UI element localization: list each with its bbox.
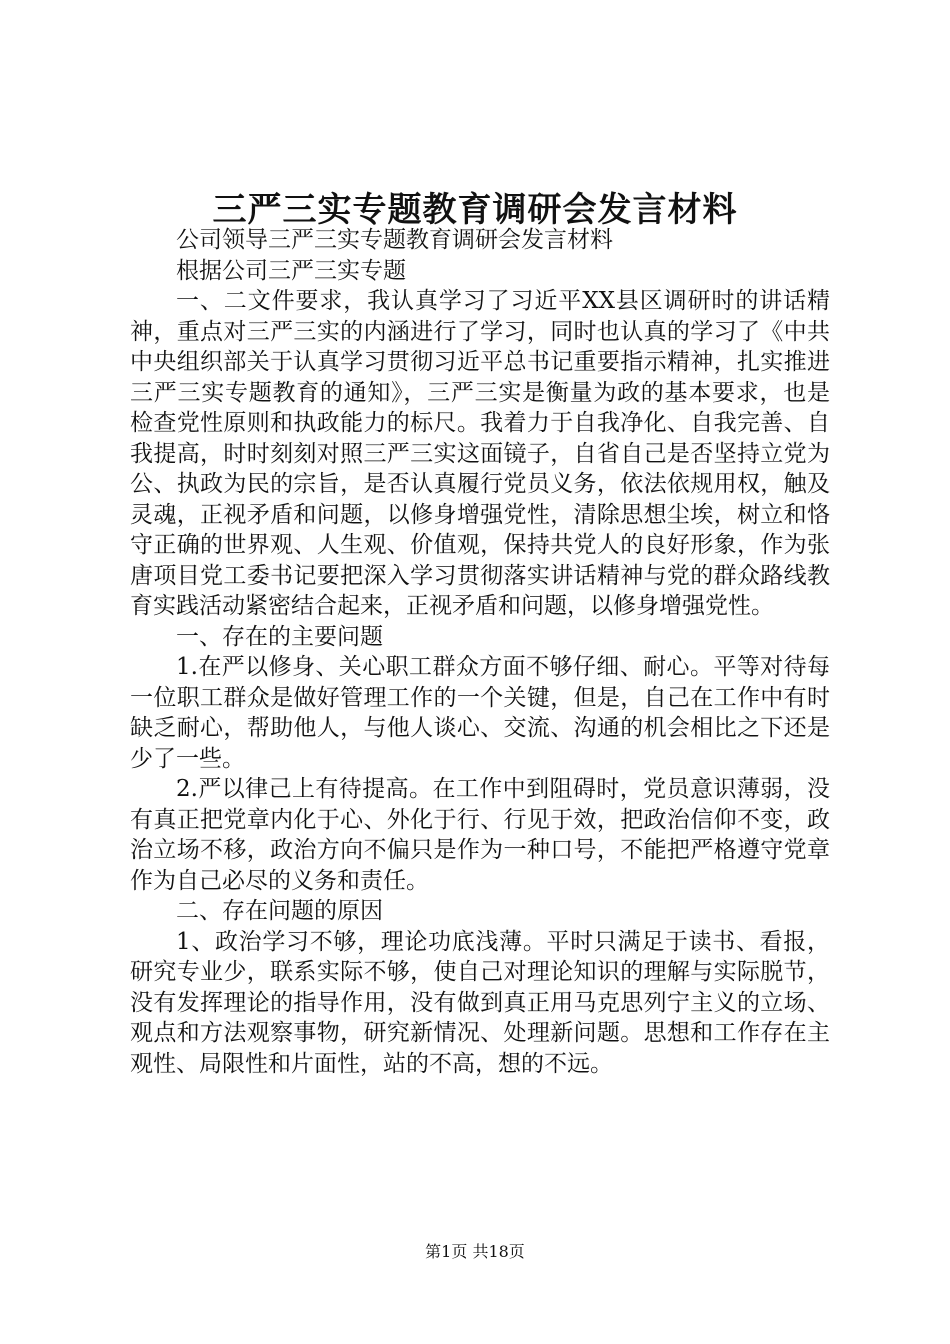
section-heading-causes: 二、存在问题的原因 (176, 898, 383, 924)
paragraph-problem-2: 2.严以律己上有待提高。在工作中到阻碍时，党员意识薄弱，没有真正把党章内化于心、外化于行、行见于效，把政治信仰不变，政治立场不移，政治方向不偏只是作为一种口号，不能把严格遵守党章作为自己必尽的义务和责任。 (130, 776, 830, 894)
paragraph-intro: 一、二文件要求，我认真学习了习近平XX县区调研时的讲话精神，重点对三严三实的内涵进行了学习，同时也认真的学习了《中共中央组织部关于认真学习贯彻习近平总书记重要指示精神，扎实推进三严三实专题教育的通知》，三严三实是衡量为政的基本要求，也是检查党性原则和执政能力的标尺。我着力于自我净化、自我完善、自我提高，时时刻刻对照三严三实这面镜子，自省自己是否坚持立党为公、执政为民的宗旨，是否认真履行党员义务，依法依规用权，触及灵魂，正视矛盾和问题，以修身增强党性，清除思想尘埃，树立和恪守正确的世界观、人生观、价值观，保持共党人的良好形象，作为张唐项目党工委书记要把深入学习贯彻落实讲话精神与党的群众路线教育实践活动紧密结合起来，正视矛盾和问题，以修身增强党性。 (130, 288, 830, 619)
paragraph-subtitle: 公司领导三严三实专题教育调研会发言材料 (176, 227, 613, 253)
paragraph-problem-1: 1.在严以修身、关心职工群众方面不够仔细、耐心。平等对待每一位职工群众是做好管理工作的一个关键，但是，自己在工作中有时缺乏耐心，帮助他人，与他人谈心、交流、沟通的机会相比之下还是少了一些。 (130, 654, 830, 772)
page-footer: 第1页 共18页 (425, 1242, 525, 1261)
section-heading-problems: 一、存在的主要问题 (176, 623, 383, 650)
document-body (130, 225, 830, 1079)
paragraph-basis: 根据公司三严三实专题 (176, 257, 406, 284)
paragraph-cause-1: 1、政治学习不够，理论功底浅薄。平时只满足于读书、看报，研究专业少，联系实际不够，使自己对理论知识的理解与实际脱节，没有发挥理论的指导作用，没有做到真正用马克思列宁主义的立场、观点和方法观察事物，研究新情况、处理新问题。思想和工作存在主观性、局限性和片面性，站的不高，想的不远。 (130, 928, 830, 1077)
document-title: 三严三实专题教育调研会发言材料 (212, 190, 738, 230)
